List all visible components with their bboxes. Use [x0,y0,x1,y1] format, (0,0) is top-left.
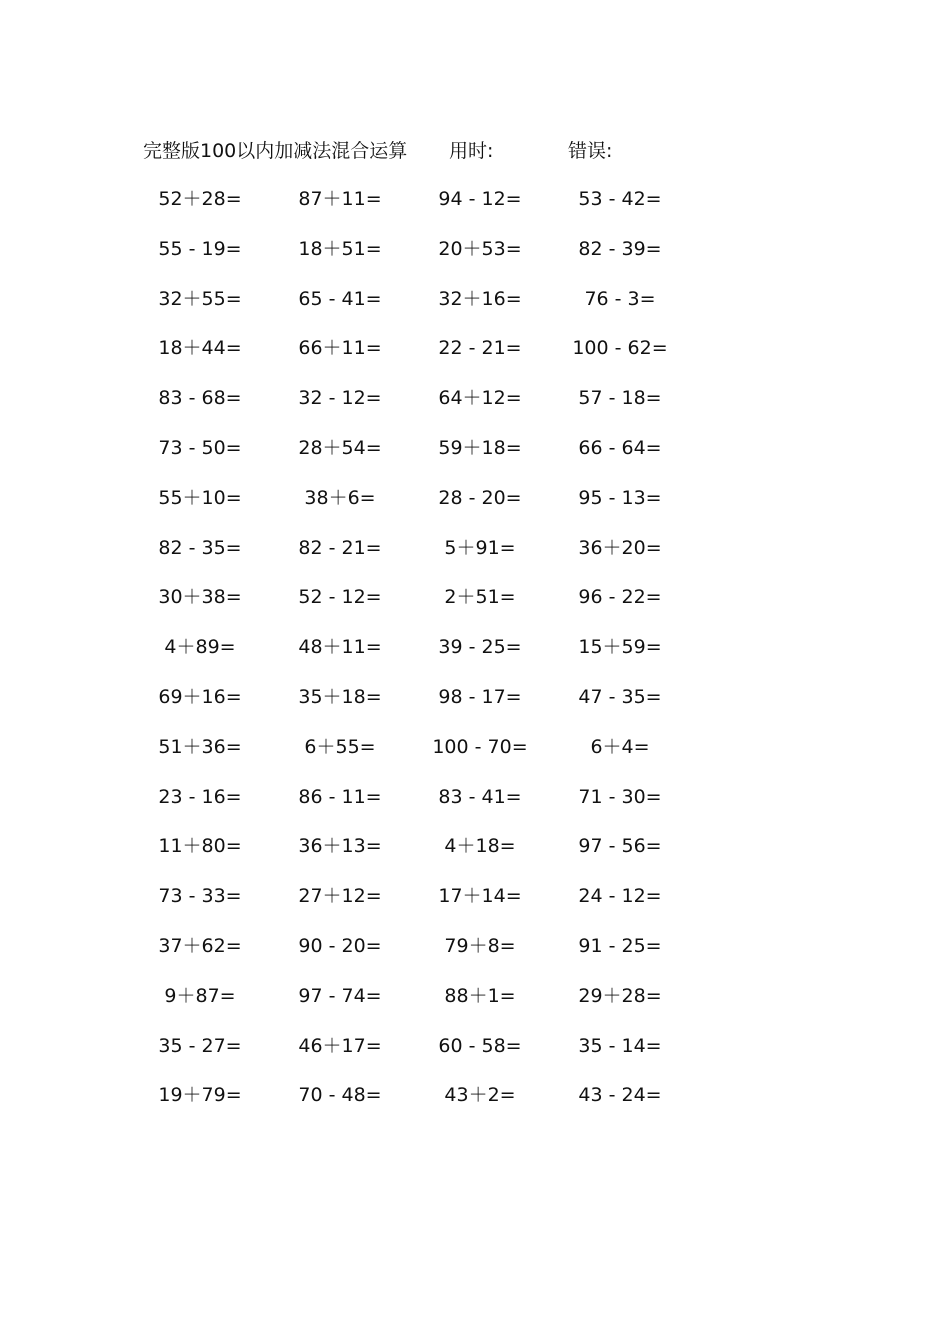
math-problem: 22 - 21= [438,337,522,360]
math-problem: 35 - 27= [158,1034,242,1057]
worksheet-title: 完整版100以内加减法混合运算 [143,140,408,162]
math-problem: 32 - 12= [298,387,382,410]
math-problem: 15＋59= [578,636,662,659]
math-problem: 55＋10= [158,486,242,509]
math-problem: 38＋6= [304,486,376,509]
math-problem: 36＋13= [298,835,382,858]
math-problem: 53 - 42= [578,188,662,210]
math-problem: 4＋89= [164,636,236,659]
math-problem: 82 - 35= [158,536,242,559]
math-problem: 66＋11= [298,337,382,360]
math-problem: 39 - 25= [438,636,522,659]
math-problem: 11＋80= [158,835,242,858]
math-problem: 35 - 14= [578,1034,662,1057]
math-problem: 23 - 16= [158,785,242,808]
math-problem: 43 - 24= [578,1084,662,1107]
math-problem: 36＋20= [578,536,662,559]
math-problem: 19＋79= [158,1084,242,1107]
math-problem: 35＋18= [298,685,382,708]
math-problem: 76 - 3= [584,287,656,310]
math-problem: 52＋28= [158,188,242,210]
math-problem: 30＋38= [158,586,242,609]
math-problem: 95 - 13= [578,486,662,509]
math-problem: 69＋16= [158,685,242,708]
math-problem: 94 - 12= [438,188,522,210]
math-problem: 47 - 35= [578,685,662,708]
math-problem: 9＋87= [164,984,236,1007]
math-problem: 57 - 18= [578,387,662,410]
math-problem: 82 - 39= [578,237,662,260]
math-problem: 60 - 58= [438,1034,522,1057]
math-problem: 100 - 70= [432,735,528,758]
math-problem: 87＋11= [298,188,382,210]
math-problem: 32＋55= [158,287,242,310]
math-problem: 98 - 17= [438,685,522,708]
math-problem: 28＋54= [298,436,382,459]
math-problem: 66 - 64= [578,436,662,459]
math-problem: 52 - 12= [298,586,382,609]
math-problem: 97 - 74= [298,984,382,1007]
problem-grid [130,185,690,1131]
math-problem: 46＋17= [298,1034,382,1057]
math-problem: 18＋44= [158,337,242,360]
math-problem: 88＋1= [444,984,516,1007]
math-problem: 97 - 56= [578,835,662,858]
math-problem: 2＋51= [444,586,516,609]
math-problem: 55 - 19= [158,237,242,260]
math-problem: 24 - 12= [578,885,662,908]
math-problem: 64＋12= [438,387,522,410]
math-problem: 17＋14= [438,885,522,908]
math-problem: 83 - 41= [438,785,522,808]
math-problem: 27＋12= [298,885,382,908]
math-problem: 71 - 30= [578,785,662,808]
math-problem: 73 - 50= [158,436,242,459]
math-problem: 4＋18= [444,835,516,858]
math-problem: 83 - 68= [158,387,242,410]
math-problem: 6＋55= [304,735,376,758]
math-problem: 96 - 22= [578,586,662,609]
math-problem: 86 - 11= [298,785,382,808]
math-problem: 5＋91= [444,536,516,559]
errors-label: 错误: [568,140,613,162]
math-problem: 6＋4= [590,735,650,758]
time-used-label: 用时: [449,140,494,162]
math-problem: 91 - 25= [578,934,662,957]
math-problem: 70 - 48= [298,1084,382,1107]
math-problem: 28 - 20= [438,486,522,509]
math-problem: 29＋28= [578,984,662,1007]
math-problem: 65 - 41= [298,287,382,310]
math-problem: 48＋11= [298,636,382,659]
math-problem: 18＋51= [298,237,382,260]
math-problem: 100 - 62= [572,337,668,360]
math-problem: 90 - 20= [298,934,382,957]
math-problem: 82 - 21= [298,536,382,559]
math-problem: 73 - 33= [158,885,242,908]
math-problem: 20＋53= [438,237,522,260]
math-problem: 59＋18= [438,436,522,459]
math-problem: 37＋62= [158,934,242,957]
math-problem: 43＋2= [444,1084,516,1107]
math-problem: 32＋16= [438,287,522,310]
math-problem: 51＋36= [158,735,242,758]
math-problem: 79＋8= [444,934,516,957]
